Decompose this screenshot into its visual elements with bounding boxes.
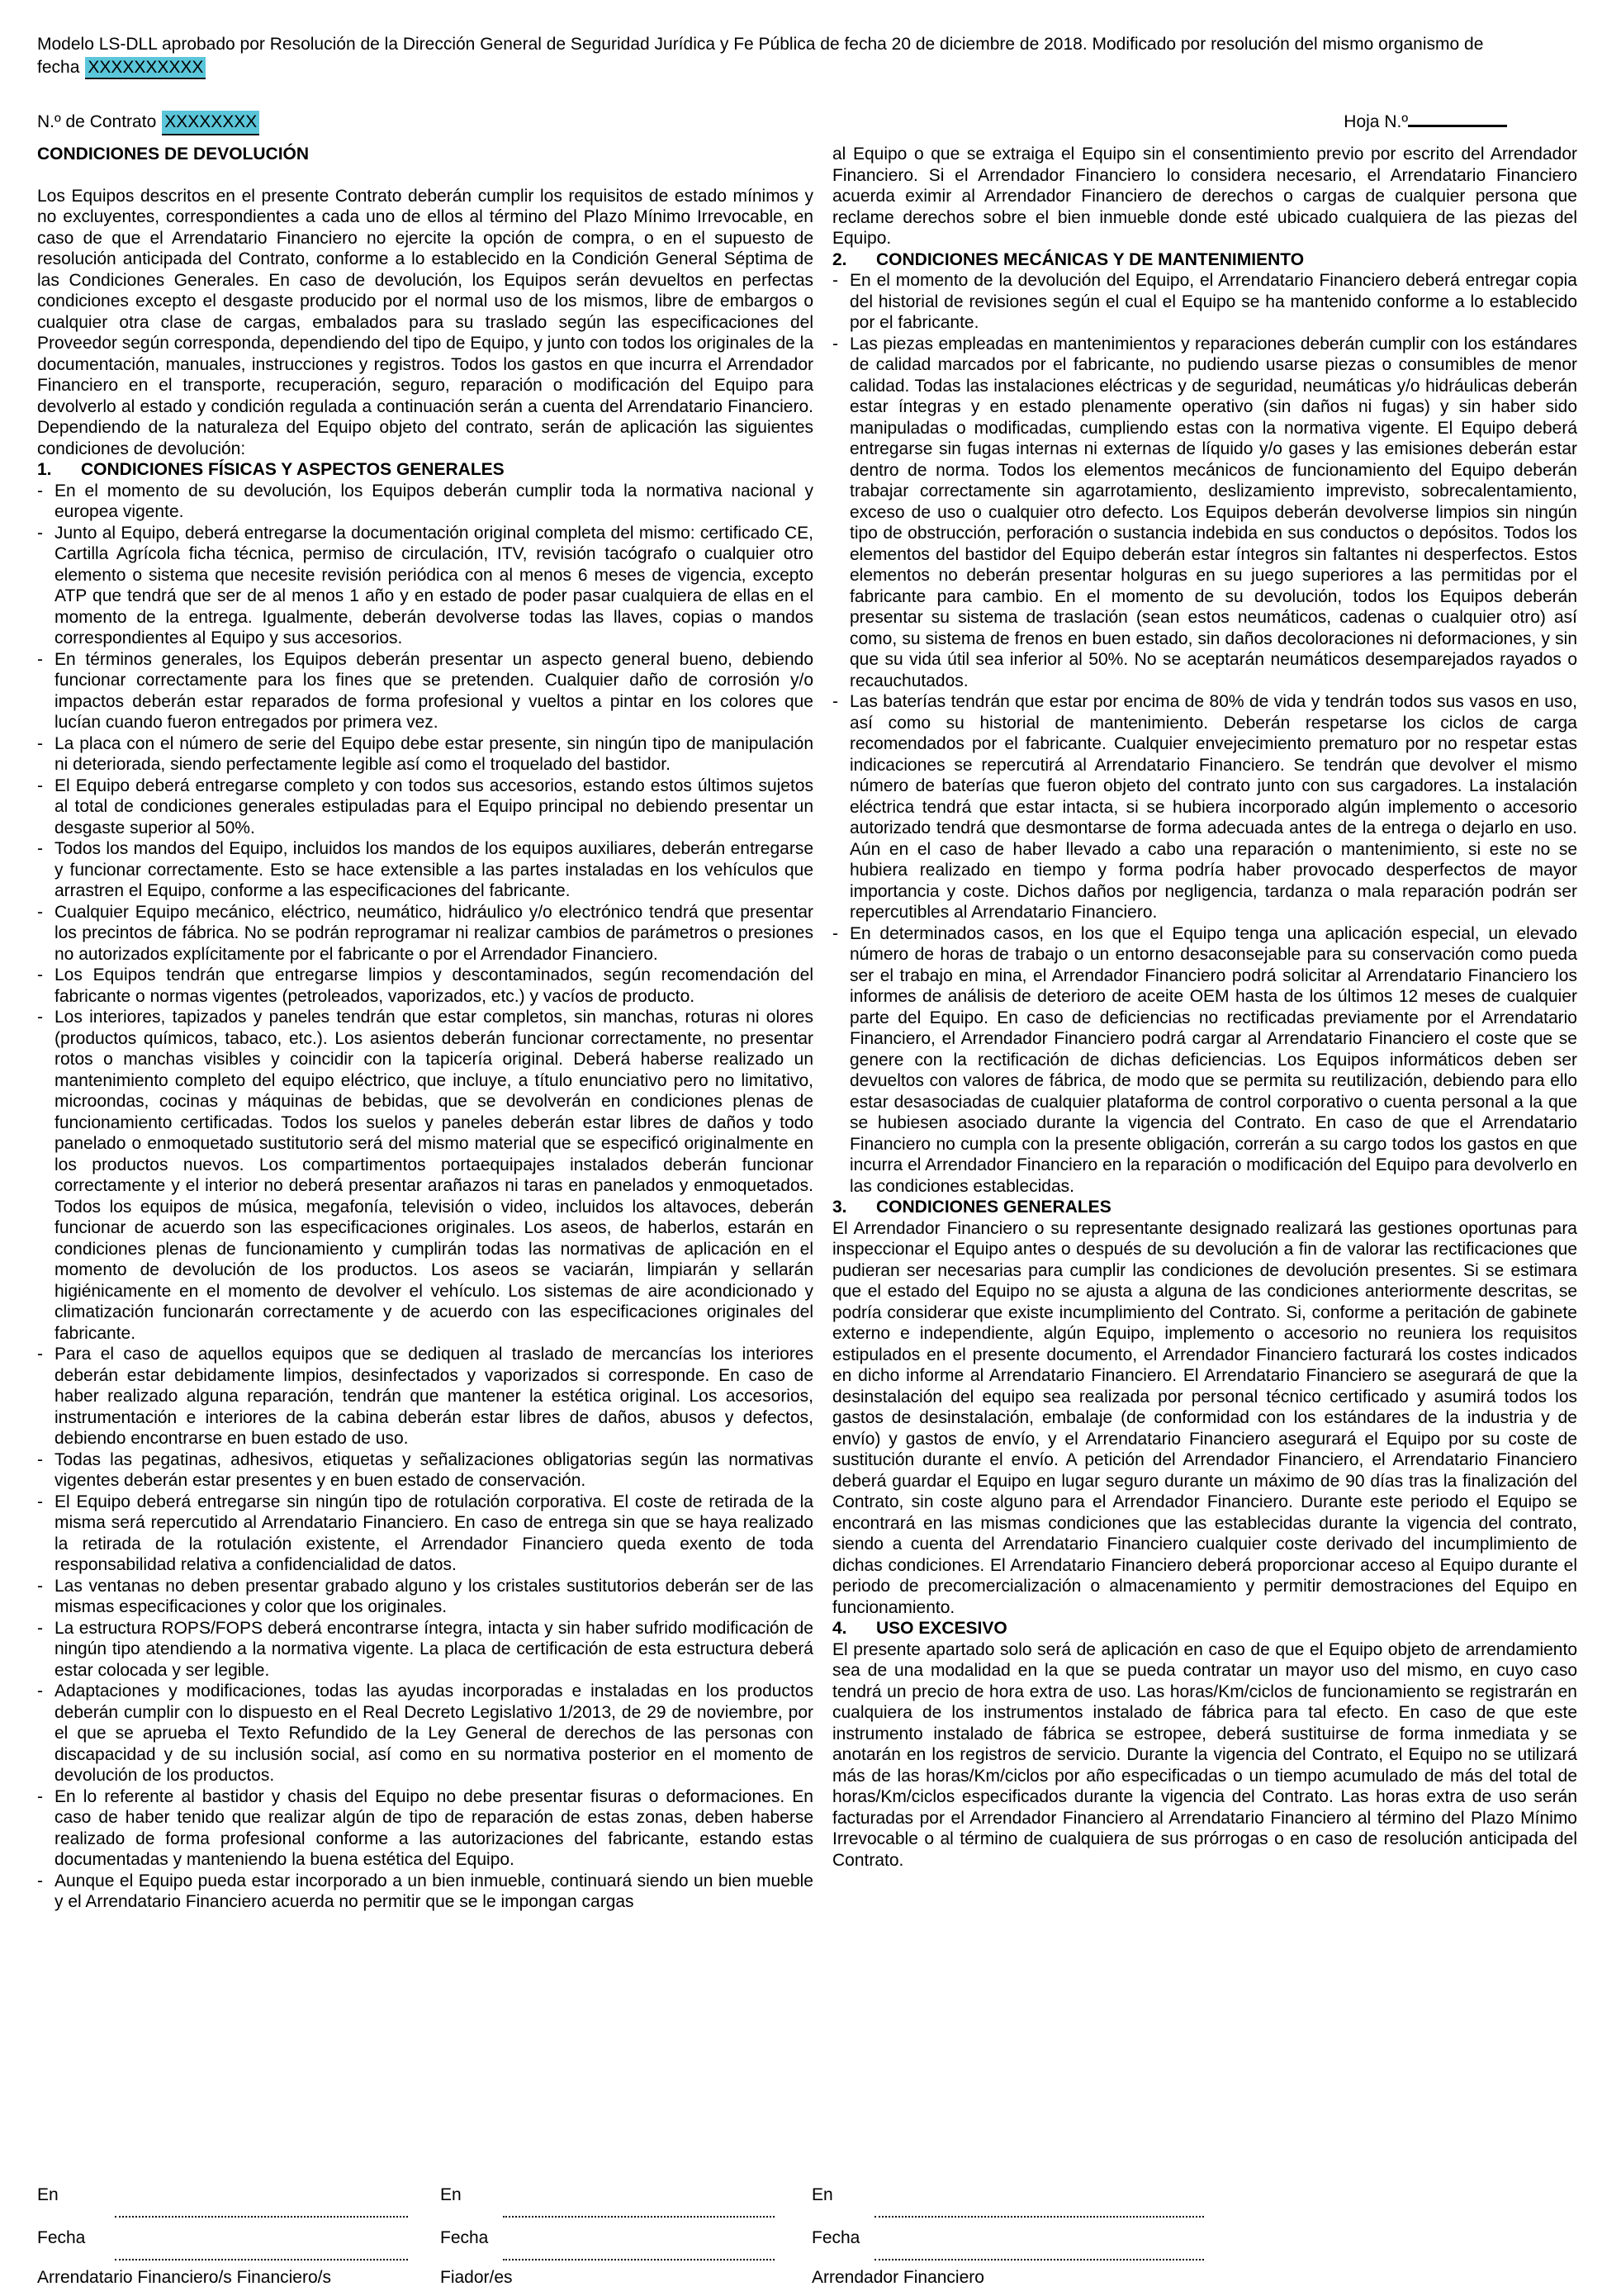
section-4-title: USO EXCESIVO xyxy=(876,1619,1007,1638)
list-item xyxy=(37,902,813,965)
section-2-heading xyxy=(832,249,1577,271)
signatory-role: Arrendatario Financiero/s Financiero/s xyxy=(37,2268,331,2287)
list-item-text: La placa con el número de serie del Equipo debe estar presente, sin ningún tipo de manipulación ni deteriorada, siendo perfectamente legible así como el troquelado del bastidor. xyxy=(55,733,813,774)
contract-number-row xyxy=(37,111,1577,135)
header-date-label: fecha xyxy=(37,58,80,77)
signature-column-fiador xyxy=(440,2185,812,2296)
list-item xyxy=(37,523,813,649)
bullet-dash: - xyxy=(37,649,43,669)
bullet-dash: - xyxy=(832,923,838,943)
list-item xyxy=(37,481,813,523)
bullet-dash: - xyxy=(832,271,838,290)
bullet-dash: - xyxy=(37,1871,43,1890)
section-4-number: 4. xyxy=(832,1619,847,1638)
section-2-title: CONDICIONES MECÁNICAS Y DE MANTENIMIENTO xyxy=(876,249,1305,269)
section-3-number: 3. xyxy=(832,1198,847,1217)
list-item-text: En términos generales, los Equipos deberán presentar un aspecto general bueno, debiendo funcionar correctamente para los fines que se pretenden. Cualquier daño de corrosión y/o impactos deberán estar reparados de forma profesional y vueltos a pintar en los colores que lucían cuando fueron entregados por primera vez. xyxy=(55,649,813,732)
page-title: CONDICIONES DE DEVOLUCIÓN xyxy=(37,145,310,164)
section-2-items xyxy=(832,270,1577,1197)
sheet-number xyxy=(1344,111,1507,133)
list-item-text: Los interiores, tapizados y paneles tendrán que estar completos, sin manchas, roturas ni olores (productos químicos, tabaco, etc.). Los asientos deberán funcionar correctamente, no presentar rotos o manchas visibles y coincidir con la tapicería original. Deberá haberse realizado un mantenimiento completo del equipo eléctrico, que incluye, a título enunciativo pero no limitativo, microondas, cocinas y máquinas de bebidas, que se devolverán en condiciones plenas de funcionamiento certificadas. Todos los suelos y paneles deberán estar libres de daños y todo panelado o enmoquetado sustitutorio será del mismo material que se especificó originalmente en los productos nuevos. Los compartimentos portaequipajes instalados deberán funcionar correctamente y el interior no deberá presentar arañazos ni taras en panelados y enmoquetados. Todos los equipos de música, megafonía, televisión o video, incluidos los altavoces, deberán funcionar de acuerdo son las especificaciones originales. Los aseos, de haberlos, estarán en condiciones plenas de funcionamiento y cumplirán todas las normativas de aplicación en el momento de devolución de los productos. Los aseos se vaciarán, limpiarán y sellarán higiénicamente en el momento de devolver el vehículo. Los sistemas de aire acondicionado y climatización funcionarán correctamente y de acuerdo con las especificaciones originales del fabricante. xyxy=(55,1008,813,1343)
list-item-text: En el momento de la devolución del Equipo, el Arrendatario Financiero deberá entregar copia del historial de revisiones según el cual el Equipo se ha mantenido conforme a lo establecido por el fabricante. xyxy=(850,271,1577,332)
bullet-dash: - xyxy=(37,1345,43,1364)
section-1-items xyxy=(37,481,813,1913)
list-item xyxy=(37,1449,813,1492)
place-blank-line xyxy=(874,2216,1204,2218)
bullet-dash: - xyxy=(37,733,43,753)
section-2-number: 2. xyxy=(832,249,847,269)
left-column xyxy=(37,144,813,1913)
list-item-text: El Equipo deberá entregarse sin ningún tipo de rotulación corporativa. El coste de retirada de la misma será repercutido al Arrendatario Financiero. En caso de entrega sin que se haya realizado la retirada de la rotulación existente, el Arrendador Financiero queda exento de toda responsabilidad relativa a confidencialidad de datos. xyxy=(55,1492,813,1574)
list-item-text: Todos los mandos del Equipo, incluidos los mandos de los equipos auxiliares, deberán entregarse y funcionar correctamente. Esto se hace extensible a las partes instaladas en los vehículos que arrastren el Equipo, conforme a las especificaciones del fabricante. xyxy=(55,839,813,900)
list-item-text: Aunque el Equipo pueda estar incorporado a un bien inmueble, continuará siendo un bien mueble y el Arrendatario Financiero acuerda no permitir que se le impongan cargas xyxy=(55,1871,813,1911)
list-item xyxy=(37,838,813,902)
bullet-dash: - xyxy=(37,776,43,795)
continuation-paragraph: al Equipo o que se extraiga el Equipo sin el consentimiento previo por escrito del Arrendador Financiero. Si el Arrendador Financiero lo considera necesario, el Arrendatario Financiero acuerda eximir al Arrendador Financiero de derechos o cargas de cualquier persona que reclame derechos sobre el bien inmueble donde esté ubicado cualquiera de las piezas del Equipo. xyxy=(832,145,1577,248)
list-item-text: En determinados casos, en los que el Equipo tenga una aplicación especial, un elevado número de horas de trabajo o un entorno desaconsejable para su conservación como pueda ser el trabajo en mina, el Arrendador Financiero podrá solicitar al Arrendatario Financiero los informes de análisis de deterioro de aceite OEM hasta de los últimos 12 meses de cualquier parte del Equipo. En caso de deficiencias no rectificadas previamente por el Arrendatario Financiero, el Arrendador Financiero podrá cargar al Arrendatario Financiero el coste que se genere con la rectificación de dichas deficiencias. Los Equipos informáticos deben ser devueltos con valores de fábrica, de modo que se permita su reutilización, debiendo para ello estar desasociadas de cualquier plataforma de control corporativo o cuenta personal a la que se hubiesen asociado durante la vigencia del Contrato. En caso de que el Arrendatario Financiero no cumpla con la presente obligación, correrán a su cargo todos los gastos en que incurra el Arrendador Financiero en la reparación o modificación del Equipo para devolverlo en las condiciones establecidas. xyxy=(850,923,1577,1196)
list-item-text: Cualquier Equipo mecánico, eléctrico, neumático, hidráulico y/o electrónico tendrá que presentar los precintos de fábrica. No se podrán reprogramar ni realizar cambios de parámetros o presiones no autorizados explícitamente por el fabricante o por el Arrendador Financiero. xyxy=(55,902,813,964)
bullet-dash: - xyxy=(37,481,43,500)
list-item-text: Las ventanas no deben presentar grabado alguno y los cristales sustitutorios deberán ser de las mismas especificaciones y color que los originales. xyxy=(55,1576,813,1616)
list-item xyxy=(832,270,1577,334)
list-item xyxy=(832,334,1577,692)
section-1-title: CONDICIONES FÍSICAS Y ASPECTOS GENERALES xyxy=(81,460,505,479)
bullet-dash: - xyxy=(832,692,838,711)
date-blank-line xyxy=(874,2259,1204,2260)
header-approval-text: Modelo LS-DLL aprobado por Resolución de la Dirección General de Seguridad Jurídica y Fe Pública de fecha 20 de diciembre de 2018. Modificado por resolución del mismo organismo de xyxy=(37,35,1484,54)
list-item-text: Adaptaciones y modificaciones, todas las ayudas incorporadas e instaladas en los productos deberán cumplir con lo dispuesto en el Real Decreto Legislativo 1/2013, de 29 de noviembre, por el que se aprueba el Texto Refundido de la Ley General de derechos de las personas con discapacidad y de su inclusión social, así como en su normativa posterior en el momento de devolución de los productos. xyxy=(55,1682,813,1785)
bullet-dash: - xyxy=(37,1449,43,1469)
list-item-text: En el momento de su devolución, los Equipos deberán cumplir toda la normativa nacional y europea vigente. xyxy=(55,481,813,521)
list-item-text: Las baterías tendrán que estar por encima de 80% de vida y tendrán todos sus vasos en uso, así como su historial de mantenimiento. Deberán respetarse los ciclos de carga recomendados por el fabricante. Cualquier envejecimiento prematuro por no respetar estas indicaciones se repercutirá al Arrendatario Financiero. Se tendrán que devolver el mismo número de baterías que fueron objeto del contrato junto con sus cargadores. La instalación eléctrica tendrá que estar intacta, si se hubiera incorporado algún implemento o accesorio autorizado tendrá que desmontarse de forma adecuada antes de la entrega o dejarlo en uso. Aún en el caso de haber llevado a cabo una reparación o mantenimiento, si este no se hubiera realizado en tiempo y forma podría haber provocado desperfectos de mayor importancia y coste. Dichos daños por negligencia, tardanza o mala reparación podrán ser repercutibles al Arrendatario Financiero. xyxy=(850,692,1577,922)
bullet-dash: - xyxy=(37,1492,43,1511)
place-label: En xyxy=(812,2185,833,2204)
list-item xyxy=(37,1007,813,1344)
list-item xyxy=(37,733,813,776)
date-label: Fecha xyxy=(812,2228,860,2247)
date-label: Fecha xyxy=(440,2228,489,2247)
contract-number-label: N.º de Contrato xyxy=(37,112,157,131)
list-item xyxy=(37,1681,813,1786)
bullet-dash: - xyxy=(37,1786,43,1806)
bullet-dash: - xyxy=(37,1576,43,1596)
list-item xyxy=(832,923,1577,1198)
list-item xyxy=(37,1576,813,1618)
date-label: Fecha xyxy=(37,2228,86,2247)
list-item-text: Junto al Equipo, deberá entregarse la documentación original completa del mismo: certificado CE, Cartilla Agrícola ficha técnica, permiso de circulación, ITV, revisión tacógrafo o cualquier otro elemento o sistema que necesite revisión periódica con al menos 6 meses de vigencia, excepto ATP que tendrá que ser de al menos 1 año y en estado de poder pasar cualquiera de ellas en el momento de la entrega. Igualmente, deberán devolverse todas las llaves, copias o mandos correspondientes al Equipo y sus accesorios. xyxy=(55,523,813,648)
list-item xyxy=(37,1618,813,1682)
sheet-number-label: Hoja N.º xyxy=(1344,112,1408,131)
section-1-number: 1. xyxy=(37,460,52,479)
bullet-dash: - xyxy=(37,965,43,984)
list-item xyxy=(37,776,813,839)
list-item-text: El Equipo deberá entregarse completo y con todos sus accesorios, estando estos últimos sujetos al total de condiciones generales estipuladas para el Equipo principal no debiendo presentar un desgaste superior al 50%. xyxy=(55,776,813,837)
bullet-dash: - xyxy=(37,839,43,858)
list-item xyxy=(832,691,1577,923)
list-item-text: Las piezas empleadas en mantenimientos y reparaciones deberán cumplir con los estándares de calidad marcados por el fabricante, no pudiendo usarse piezas o consumibles de menor calidad. Todas las instalaciones eléctricas y de seguridad, neumáticas y/o hidráulicas deberán estar íntegras y en estado plenamente operativo (sin daños ni fugas) y sin haber sido manipuladas o modificadas, cumpliendo estas con la normativa vigente. El Equipo deberá entregarse sin fugas internas ni externas de líquido y/o gases y las emisiones deberán estar dentro de norma. Todos los elementos mecánicos de funcionamiento del Equipo deberán trabajar correctamente sin agarrotamiento, deslizamiento imprevisto, sobrecalentamiento, exceso de uso o cualquier otro defecto. Los Equipos deberán devolverse limpios sin ningún tipo de obstrucción, perforación o sustancia indebida en sus conductos o depósitos. Todos los elementos del bastidor del Equipo deberán estar íntegros sin faltantes ni desperfectos. Estos elementos no deberán presentar holguras en su juego superiores a las permitidas por el fabricante para cambio. En el momento de su devolución, todos los Equipos deberán presentar su sistema de traslación (sean estos neumáticos, cadenas o cualquier otro) así como, su sistema de frenos en buen estado, sin daños decoloraciones ni deformaciones, y sin que su vida útil sea inferior al 50%. No se aceptarán neumáticos desemparejados rayados o recauchutados. xyxy=(850,334,1577,690)
signatory-role: Fiador/es xyxy=(440,2268,513,2287)
place-blank-line xyxy=(503,2216,775,2218)
signatory-role: Arrendador Financiero xyxy=(812,2268,984,2287)
list-item-text: La estructura ROPS/FOPS deberá encontrarse íntegra, intacta y sin haber sufrido modificación de ningún tipo atendiendo a la normativa vigente. La placa de certificación de esta estructura deberá estar colocada y ser legible. xyxy=(55,1618,813,1680)
list-item xyxy=(37,649,813,733)
section-1-heading xyxy=(37,459,813,481)
list-item-text: Los Equipos tendrán que entregarse limpios y descontaminados, según recomendación del fabricante o normas vigentes (petroleados, vaporizados, etc.) y vacíos de producto. xyxy=(55,965,813,1006)
list-item xyxy=(37,1344,813,1449)
place-blank-line xyxy=(115,2216,408,2218)
bullet-dash: - xyxy=(37,523,43,543)
bullet-dash: - xyxy=(37,902,43,922)
header-date-value: XXXXXXXXXX xyxy=(85,57,206,79)
document-body xyxy=(37,144,1577,1913)
list-item-text: En lo referente al bastidor y chasis del Equipo no debe presentar fisuras o deformaciones. En caso de haber tenido que realizar algún de tipo de reparación de estas zonas, deben haberse realizado de forma profesional conforme a las autorizaciones del fabricante, estando estas documentadas y manteniendo la buena estética del Equipo. xyxy=(55,1786,813,1869)
document-header xyxy=(37,33,1577,79)
section-3-paragraph: El Arrendador Financiero o su representante designado realizará las gestiones oportunas para inspeccionar el Equipo antes o después de su devolución a fin de valorar las rectificaciones que pudieran ser necesarias para cumplir las condiciones de devolución presentes. Si se estimara que el estado del Equipo no se ajusta a alguna de las condiciones anteriormente descritas, se podría considerar que existe incumplimiento del Contrato. Si, conforme a peritación de gabinete externo e independiente, algún Equipo, implemento o accesorio no reuniera los requisitos estipulados en el presente documento, el Arrendador Financiero facturará los costes indicados en dicho informe al Arrendatario Financiero. El Arrendatario Financiero se asegurará de que la desinstalación del equipo sea realizada por personal técnico certificado y asumirá todos los gastos de desinstalación, embalaje (de conformidad con los estándares de la industria y de envío) y gastos de envío, y el Arrendatario Financiero asegurará el Equipo por su coste de sustitución durante el envío. A petición del Arrendador Financiero, el Arrendatario Financiero deberá guardar el Equipo en lugar seguro durante un máximo de 90 días tras la finalización del Contrato, sin coste alguno para el Arrendador Financiero. Durante este periodo el Equipo se encontrará en las mismas condiciones que las establecidas durante la vigencia del contrato, siendo a cuenta del Arrendatario Financiero cualquier coste derivado del incumplimiento de dichas condiciones. El Arrendatario Financiero deberá proporcionar acceso al Equipo durante el periodo de precomercialización o almacenamiento y permitir demostraciones del Equipo en funcionamiento. xyxy=(832,1218,1577,1617)
list-item-text: Todas las pegatinas, adhesivos, etiquetas y señalizaciones obligatorias según las normativas vigentes deberán estar presentes y en buen estado de conservación. xyxy=(55,1449,813,1490)
list-item xyxy=(37,1492,813,1576)
signature-column-arrendatario xyxy=(37,2185,440,2296)
bullet-dash: - xyxy=(37,1618,43,1638)
intro-paragraph: Los Equipos descritos en el presente Contrato deberán cumplir los requisitos de estado mínimos y no excluyentes, correspondientes a cada uno de ellos al término del Plazo Mínimo Irrevocable, en caso de que el Arrendatario Financiero no ejercite la opción de compra, o en el supuesto de resolución anticipada del Contrato, conforme a lo establecido en la Condición General Séptima de las Condiciones Generales. En caso de devolución, los Equipos serán devueltos en perfectas condiciones excepto el desgaste producido por el normal uso de los mismos, libre de embargos o cualquier otra clase de cargas, embalados para su traslado según las especificaciones del Proveedor según corresponda, dependiendo del tipo de Equipo, y junto con todos los originales de la documentación, manuales, instrucciones y registros. Todos los gastos en que incurra el Arrendador Financiero en el transporte, recuperación, seguro, reparación o modificación del Equipo para devolverlo al estado y condición regulada a continuación serán a cuenta del Arrendatario Financiero. Dependiendo de la naturaleza del Equipo objeto del contrato, serán de aplicación las siguientes condiciones de devolución: xyxy=(37,186,813,458)
bullet-dash: - xyxy=(832,334,838,353)
list-item xyxy=(37,1786,813,1871)
section-3-heading xyxy=(832,1197,1577,1218)
place-label: En xyxy=(440,2185,462,2204)
date-blank-line xyxy=(115,2259,408,2260)
date-blank-line xyxy=(503,2259,775,2260)
bullet-dash: - xyxy=(37,1682,43,1701)
list-item xyxy=(37,1871,813,1913)
list-item-text: Para el caso de aquellos equipos que se dediquen al traslado de mercancías los interiores deberán estar debidamente limpios, desinfectados y vaporizados si corresponde. En caso de haber realizado alguna reparación, tendrán que mantener la estética original. Los accesorios, instrumentación e interiores de la cabina deberán estar libres de daños, abusos y defectos, debiendo encontrarse en buen estado de uso. xyxy=(55,1345,813,1448)
right-column xyxy=(832,144,1577,1913)
place-label: En xyxy=(37,2185,59,2204)
section-4-paragraph: El presente apartado solo será de aplicación en caso de que el Equipo objeto de arrendamiento sea de una modalidad en la que se pueda contratar un mayor uso del mismo, en cuyo caso tendrá un precio de hora extra de uso. Las horas/Km/ciclos de funcionamiento se registrarán en cualquiera de los instrumentos instalado de fábrica para tal efecto. En caso de que este instrumento instalado de fábrica se estropee, deberá sustituirse de forma inmediata y se anotarán en los registros de servicio. Durante la vigencia del Contrato, el Equipo no se utilizará más de las horas/Km/ciclos por año especificadas o un tiempo acumulado de más del total de horas/Km/ciclos especificados durante la vigencia del Contrato. Las horas extra de uso serán facturadas por el Arrendador Financiero al Arrendatario Financiero al término del Plazo Mínimo Irrevocable o al término de cualquiera de sus prórrogas o en caso de resolución anticipada del Contrato. xyxy=(832,1639,1577,1870)
contract-number-value: XXXXXXXX xyxy=(162,111,259,135)
signature-block xyxy=(37,2185,1208,2296)
section-3-title: CONDICIONES GENERALES xyxy=(876,1198,1111,1217)
list-item xyxy=(37,965,813,1007)
signature-column-arrendador xyxy=(812,2185,1208,2296)
sheet-number-blank-line xyxy=(1408,121,1507,127)
bullet-dash: - xyxy=(37,1008,43,1027)
section-4-heading xyxy=(832,1618,1577,1639)
